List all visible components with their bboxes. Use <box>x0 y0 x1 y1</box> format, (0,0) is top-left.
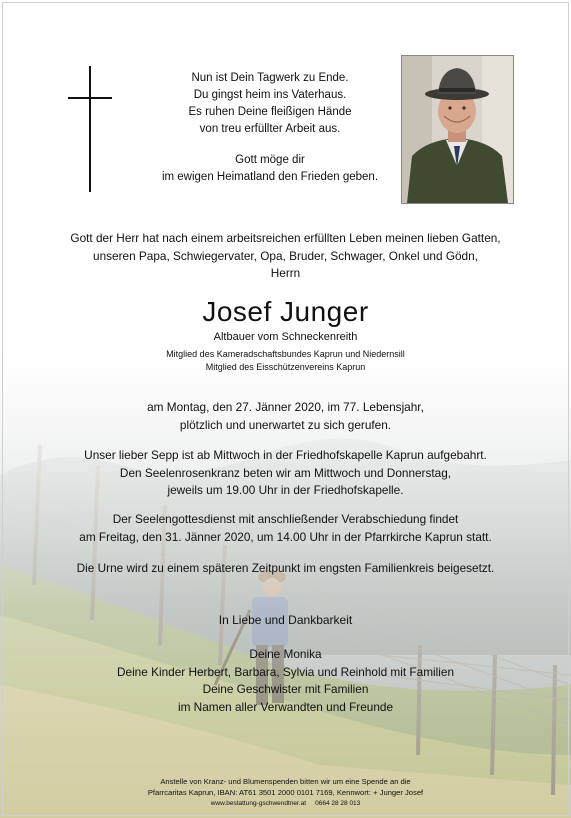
family-line: im Namen aller Verwandten und Freunde <box>177 699 394 714</box>
wake-line: Unser lieber Sepp ist ab Mittwoch in der Friedhofskapelle Kaprun aufgebahrt. <box>84 448 487 462</box>
deceased-memberships <box>0 348 571 374</box>
deceased-name: Josef Junger <box>202 296 369 327</box>
donation-footer <box>30 776 541 809</box>
wake-line: Den Seelenrosenkranz beten wir am Mittwoch und Donnerstag, <box>119 465 452 480</box>
memorial-verse <box>140 70 400 186</box>
funeral-line: am Freitag, den 31. Jänner 2020, um 14.00 Uhr in der Pfarrkirche Kaprun statt. <box>79 529 492 544</box>
intro-line: Gott der Herr hat nach einem arbeitsreichen erfüllten Leben meinen lieben Gatten, <box>70 231 501 245</box>
verse-line: von treu erfüllter Arbeit aus. <box>199 123 341 135</box>
contact-line <box>30 798 541 809</box>
death-notice-line: am Montag, den 27. Jänner 2020, im 77. Lebensjahr, <box>147 400 424 414</box>
funeral-info <box>30 511 541 546</box>
phone-number: 0664 28 28 013 <box>315 800 361 807</box>
family-line: Deine Kinder Herbert, Barbara, Sylvia und Reinhold mit Familien <box>116 664 455 679</box>
portrait-photo <box>401 55 514 204</box>
donation-line: Anstelle von Kranz- und Blumenspenden bitten wir um eine Spende an die <box>160 777 411 786</box>
intro-line: unseren Papa, Schwiegervater, Opa, Bruder, Schwager, Onkel und Gödn, <box>93 248 478 263</box>
closing-line: In Liebe und Dankbarkeit <box>218 613 353 627</box>
family-line: Deine Monika <box>249 647 322 661</box>
verse-line: Nun ist Dein Tagwerk zu Ende. <box>191 72 349 84</box>
verse-line: Es ruhen Deine fleißigen Hände <box>188 106 352 118</box>
blessing-line: im ewigen Heimatland den Frieden geben. <box>161 171 379 183</box>
death-notice <box>30 399 541 434</box>
wake-line: jeweils um 19.00 Uhr in der Friedhofskapelle. <box>167 483 404 497</box>
blessing-line: Gott möge dir <box>235 154 305 166</box>
family-line: Deine Geschwister mit Familien <box>202 682 369 696</box>
membership-line: Mitglied des Kameradschaftsbundes Kaprun und Niedernsill <box>166 349 405 359</box>
intro-text <box>40 230 531 283</box>
family-signature <box>30 646 541 716</box>
deceased-title: Altbauer vom Schneckenreith <box>213 331 358 343</box>
membership-line: Mitglied des Eisschützenvereins Kaprun <box>205 362 366 372</box>
donation-line: Pfarrcaritas Kaprun, IBAN: AT61 3501 2000 0101 7169, Kennwort: + Junger Josef <box>147 788 424 797</box>
wake-info <box>30 447 541 500</box>
burial-info: Die Urne wird zu einem späteren Zeitpunkt im engsten Familienkreis beigesetzt. <box>76 561 495 575</box>
funeral-line: Der Seelengottesdienst mit anschließender Verabschiedung findet <box>112 512 459 526</box>
death-notice-line: plötzlich und unerwartet zu sich gerufen. <box>179 417 392 432</box>
intro-line: Herrn <box>270 266 301 280</box>
cross-icon <box>68 66 112 192</box>
website-link[interactable]: www.bestattung-gschwendtner.at <box>210 800 307 807</box>
verse-line: Du gingst heim ins Vaterhaus. <box>193 89 347 101</box>
